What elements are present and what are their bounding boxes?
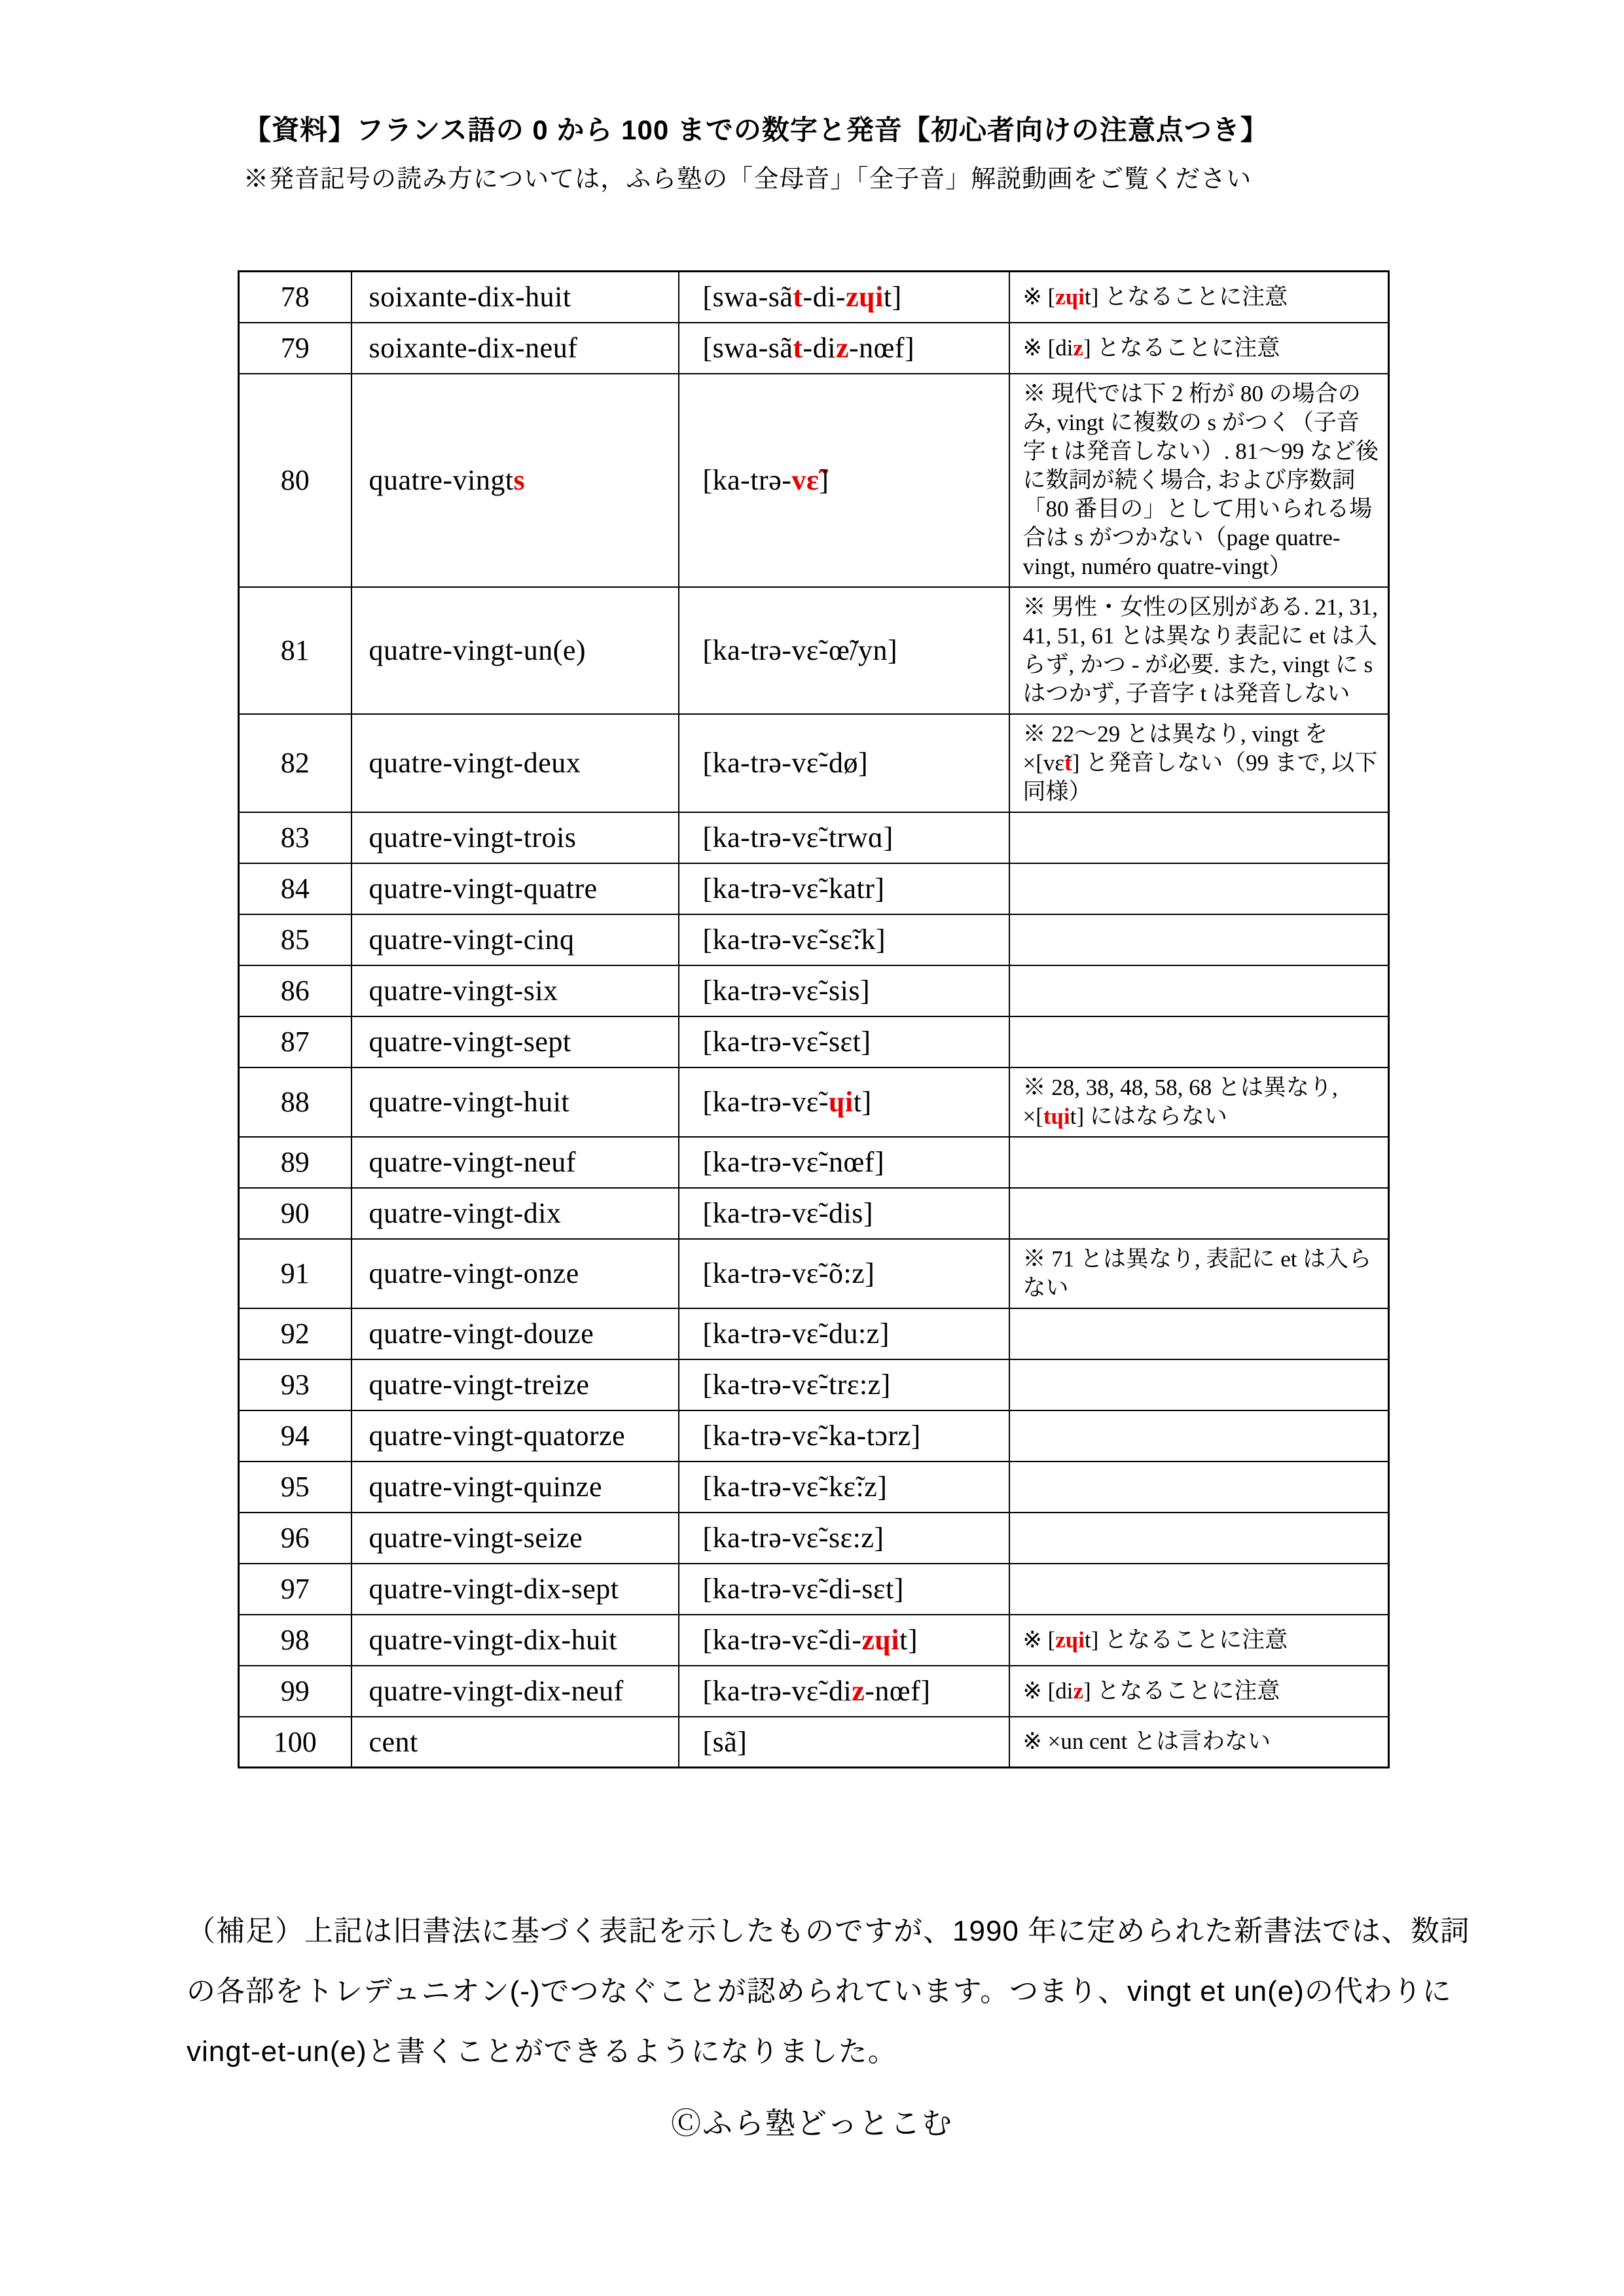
note-cell — [1009, 863, 1389, 914]
table-row — [239, 272, 1389, 323]
pronunciation-cell: [ka-trə-vɛ̃-trɛ:z] — [679, 1359, 1009, 1410]
table-row — [239, 1410, 1389, 1462]
french-word-cell: quatre-vingt-neuf — [352, 1137, 679, 1188]
table-row — [239, 1462, 1389, 1513]
table-row — [239, 914, 1389, 965]
note-cell — [1009, 1564, 1389, 1615]
french-word-cell: quatre-vingt-six — [352, 965, 679, 1016]
note-cell: ※ 22～29 とは異なり, vingt を ×[vɛ̃t] と発音しない（99 まで, 以下同様） — [1009, 714, 1389, 812]
pronunciation-cell: [ka-trə-vɛ̃-di-sɛt] — [679, 1564, 1009, 1615]
french-word-cell: quatre-vingt-trois — [352, 812, 679, 863]
french-word-cell: soixante-dix-neuf — [352, 323, 679, 374]
number-cell: 95 — [239, 1462, 352, 1513]
page-subtitle: ※発音記号の読み方については，ふら塾の「全母音」「全子音」解説動画をご覧ください — [244, 166, 1252, 193]
number-cell: 78 — [239, 272, 352, 323]
french-word-cell: quatre-vingts — [352, 374, 679, 587]
table-row — [239, 1239, 1389, 1308]
french-word-cell: quatre-vingt-quatre — [352, 863, 679, 914]
note-cell — [1009, 1513, 1389, 1564]
table-row — [239, 714, 1389, 812]
document-header — [244, 109, 1269, 194]
table-row — [239, 1067, 1389, 1137]
french-word-cell: quatre-vingt-quatorze — [352, 1410, 679, 1462]
table-row — [239, 965, 1389, 1016]
table-row — [239, 812, 1389, 863]
french-word-cell: quatre-vingt-dix-sept — [352, 1564, 679, 1615]
table-row — [239, 1615, 1389, 1666]
french-word-cell: quatre-vingt-dix-neuf — [352, 1666, 679, 1717]
pronunciation-cell: [ka-trə-vɛ̃-katr] — [679, 863, 1009, 914]
french-word-cell: cent — [352, 1717, 679, 1768]
table-row — [239, 1308, 1389, 1359]
pronunciation-cell: [swa-sãt-diz-nœf] — [679, 323, 1009, 374]
pronunciation-cell: [ka-trə-vɛ̃-ka-tɔrz] — [679, 1410, 1009, 1462]
note-cell: ※ [zɥit] となることに注意 — [1009, 1615, 1389, 1666]
table-row — [239, 1359, 1389, 1410]
table-row — [239, 323, 1389, 374]
number-cell: 80 — [239, 374, 352, 587]
table-row — [239, 1188, 1389, 1239]
pronunciation-cell: [ka-trə-vɛ̃] — [679, 374, 1009, 587]
number-cell: 91 — [239, 1239, 352, 1308]
note-cell: ※ [diz] となることに注意 — [1009, 1666, 1389, 1717]
french-word-cell: quatre-vingt-cinq — [352, 914, 679, 965]
french-word-cell: quatre-vingt-douze — [352, 1308, 679, 1359]
note-cell — [1009, 1410, 1389, 1462]
note-cell: ※ ×un cent とは言わない — [1009, 1717, 1389, 1768]
french-word-cell: quatre-vingt-dix-huit — [352, 1615, 679, 1666]
number-cell: 99 — [239, 1666, 352, 1717]
table-row — [239, 587, 1389, 714]
french-numbers-table — [238, 270, 1390, 1768]
table-row — [239, 1137, 1389, 1188]
pronunciation-cell: [ka-trə-vɛ̃-nœf] — [679, 1137, 1009, 1188]
pronunciation-cell: [ka-trə-vɛ̃-õ:z] — [679, 1239, 1009, 1308]
number-cell: 87 — [239, 1016, 352, 1067]
french-word-cell: quatre-vingt-deux — [352, 714, 679, 812]
note-cell — [1009, 1359, 1389, 1410]
pronunciation-cell: [ka-trə-vɛ̃-ɥit] — [679, 1067, 1009, 1137]
page-title: 【資料】フランス語の 0 から 100 までの数字と発音【初心者向けの注意点つき】 — [244, 115, 1269, 145]
number-cell: 82 — [239, 714, 352, 812]
number-cell: 100 — [239, 1717, 352, 1768]
number-cell: 85 — [239, 914, 352, 965]
french-word-cell: quatre-vingt-huit — [352, 1067, 679, 1137]
note-cell — [1009, 1188, 1389, 1239]
number-cell: 92 — [239, 1308, 352, 1359]
french-word-cell: quatre-vingt-onze — [352, 1239, 679, 1308]
note-cell: ※ 28, 38, 48, 58, 68 とは異なり, ×[tɥit] にはならない — [1009, 1067, 1389, 1137]
note-cell: ※ [zɥit] となることに注意 — [1009, 272, 1389, 323]
note-cell — [1009, 1462, 1389, 1513]
pronunciation-cell: [ka-trə-vɛ̃-sɛt] — [679, 1016, 1009, 1067]
pronunciation-cell: [ka-trə-vɛ̃-di-zɥit] — [679, 1615, 1009, 1666]
note-cell: ※ 現代では下 2 桁が 80 の場合のみ, vingt に複数の s がつく（子音字 t は発音しない）. 81～99 など後に数詞が続く場合, および序数詞「80 番目の」として用いられる場合は s がつかない（page quatre-vingt, numéro quatre-vingt） — [1009, 374, 1389, 587]
french-word-cell: quatre-vingt-dix — [352, 1188, 679, 1239]
note-cell — [1009, 914, 1389, 965]
note-cell: ※ [diz] となることに注意 — [1009, 323, 1389, 374]
table-row — [239, 374, 1389, 587]
table-row — [239, 1717, 1389, 1768]
number-cell: 79 — [239, 323, 352, 374]
french-word-cell: quatre-vingt-sept — [352, 1016, 679, 1067]
table-row — [239, 1564, 1389, 1615]
pronunciation-cell: [ka-trə-vɛ̃-dø] — [679, 714, 1009, 812]
note-cell: ※ 71 とは異なり, 表記に et は入らない — [1009, 1239, 1389, 1308]
note-cell — [1009, 1016, 1389, 1067]
pronunciation-cell: [ka-trə-vɛ̃-œ̃/yn] — [679, 587, 1009, 714]
number-cell: 88 — [239, 1067, 352, 1137]
number-cell: 97 — [239, 1564, 352, 1615]
number-cell: 90 — [239, 1188, 352, 1239]
number-cell: 86 — [239, 965, 352, 1016]
french-word-cell: quatre-vingt-un(e) — [352, 587, 679, 714]
number-cell: 81 — [239, 587, 352, 714]
copyright-line: Ⓒふら塾どっとこむ — [670, 2106, 954, 2140]
number-cell: 98 — [239, 1615, 352, 1666]
number-cell: 83 — [239, 812, 352, 863]
french-word-cell: soixante-dix-huit — [352, 272, 679, 323]
note-cell — [1009, 1137, 1389, 1188]
number-table-body — [239, 272, 1389, 1768]
note-cell — [1009, 965, 1389, 1016]
pronunciation-cell: [swa-sãt-di-zɥit] — [679, 272, 1009, 323]
table-row — [239, 1513, 1389, 1564]
note-cell: ※ 男性・女性の区別がある. 21, 31, 41, 51, 61 とは異なり表記に et は入らず, かつ - が必要. また, vingt に s はつかず, 子音字 t は発音しない — [1009, 587, 1389, 714]
pronunciation-cell: [ka-trə-vɛ̃-du:z] — [679, 1308, 1009, 1359]
number-cell: 84 — [239, 863, 352, 914]
table-row — [239, 1666, 1389, 1717]
pronunciation-cell: [ka-trə-vɛ̃-kɛ̃:z] — [679, 1462, 1009, 1513]
french-word-cell: quatre-vingt-treize — [352, 1359, 679, 1410]
supplement-note: （補足）上記は旧書法に基づく表記を示したものですが、1990 年に定められた新書法では、数詞の各部をトレデュニオン(-)でつなぐことが認められています。つまり、vingt et un(e)の代わりに vingt-et-un(e)と書くことができるようになりました。 — [187, 1915, 1470, 2068]
pronunciation-cell: [ka-trə-vɛ̃-dis] — [679, 1188, 1009, 1239]
note-cell — [1009, 812, 1389, 863]
pronunciation-cell: [ka-trə-vɛ̃-sɛ̃:k] — [679, 914, 1009, 965]
pronunciation-cell: [ka-trə-vɛ̃-sis] — [679, 965, 1009, 1016]
pronunciation-cell: [ka-trə-vɛ̃-trwɑ] — [679, 812, 1009, 863]
french-word-cell: quatre-vingt-seize — [352, 1513, 679, 1564]
pronunciation-cell: [sã] — [679, 1717, 1009, 1768]
number-cell: 93 — [239, 1359, 352, 1410]
french-word-cell: quatre-vingt-quinze — [352, 1462, 679, 1513]
pronunciation-cell: [ka-trə-vɛ̃-diz-nœf] — [679, 1666, 1009, 1717]
pronunciation-cell: [ka-trə-vɛ̃-sɛ:z] — [679, 1513, 1009, 1564]
table-row — [239, 1016, 1389, 1067]
number-cell: 89 — [239, 1137, 352, 1188]
number-cell: 96 — [239, 1513, 352, 1564]
note-cell — [1009, 1308, 1389, 1359]
number-cell: 94 — [239, 1410, 352, 1462]
table-row — [239, 863, 1389, 914]
